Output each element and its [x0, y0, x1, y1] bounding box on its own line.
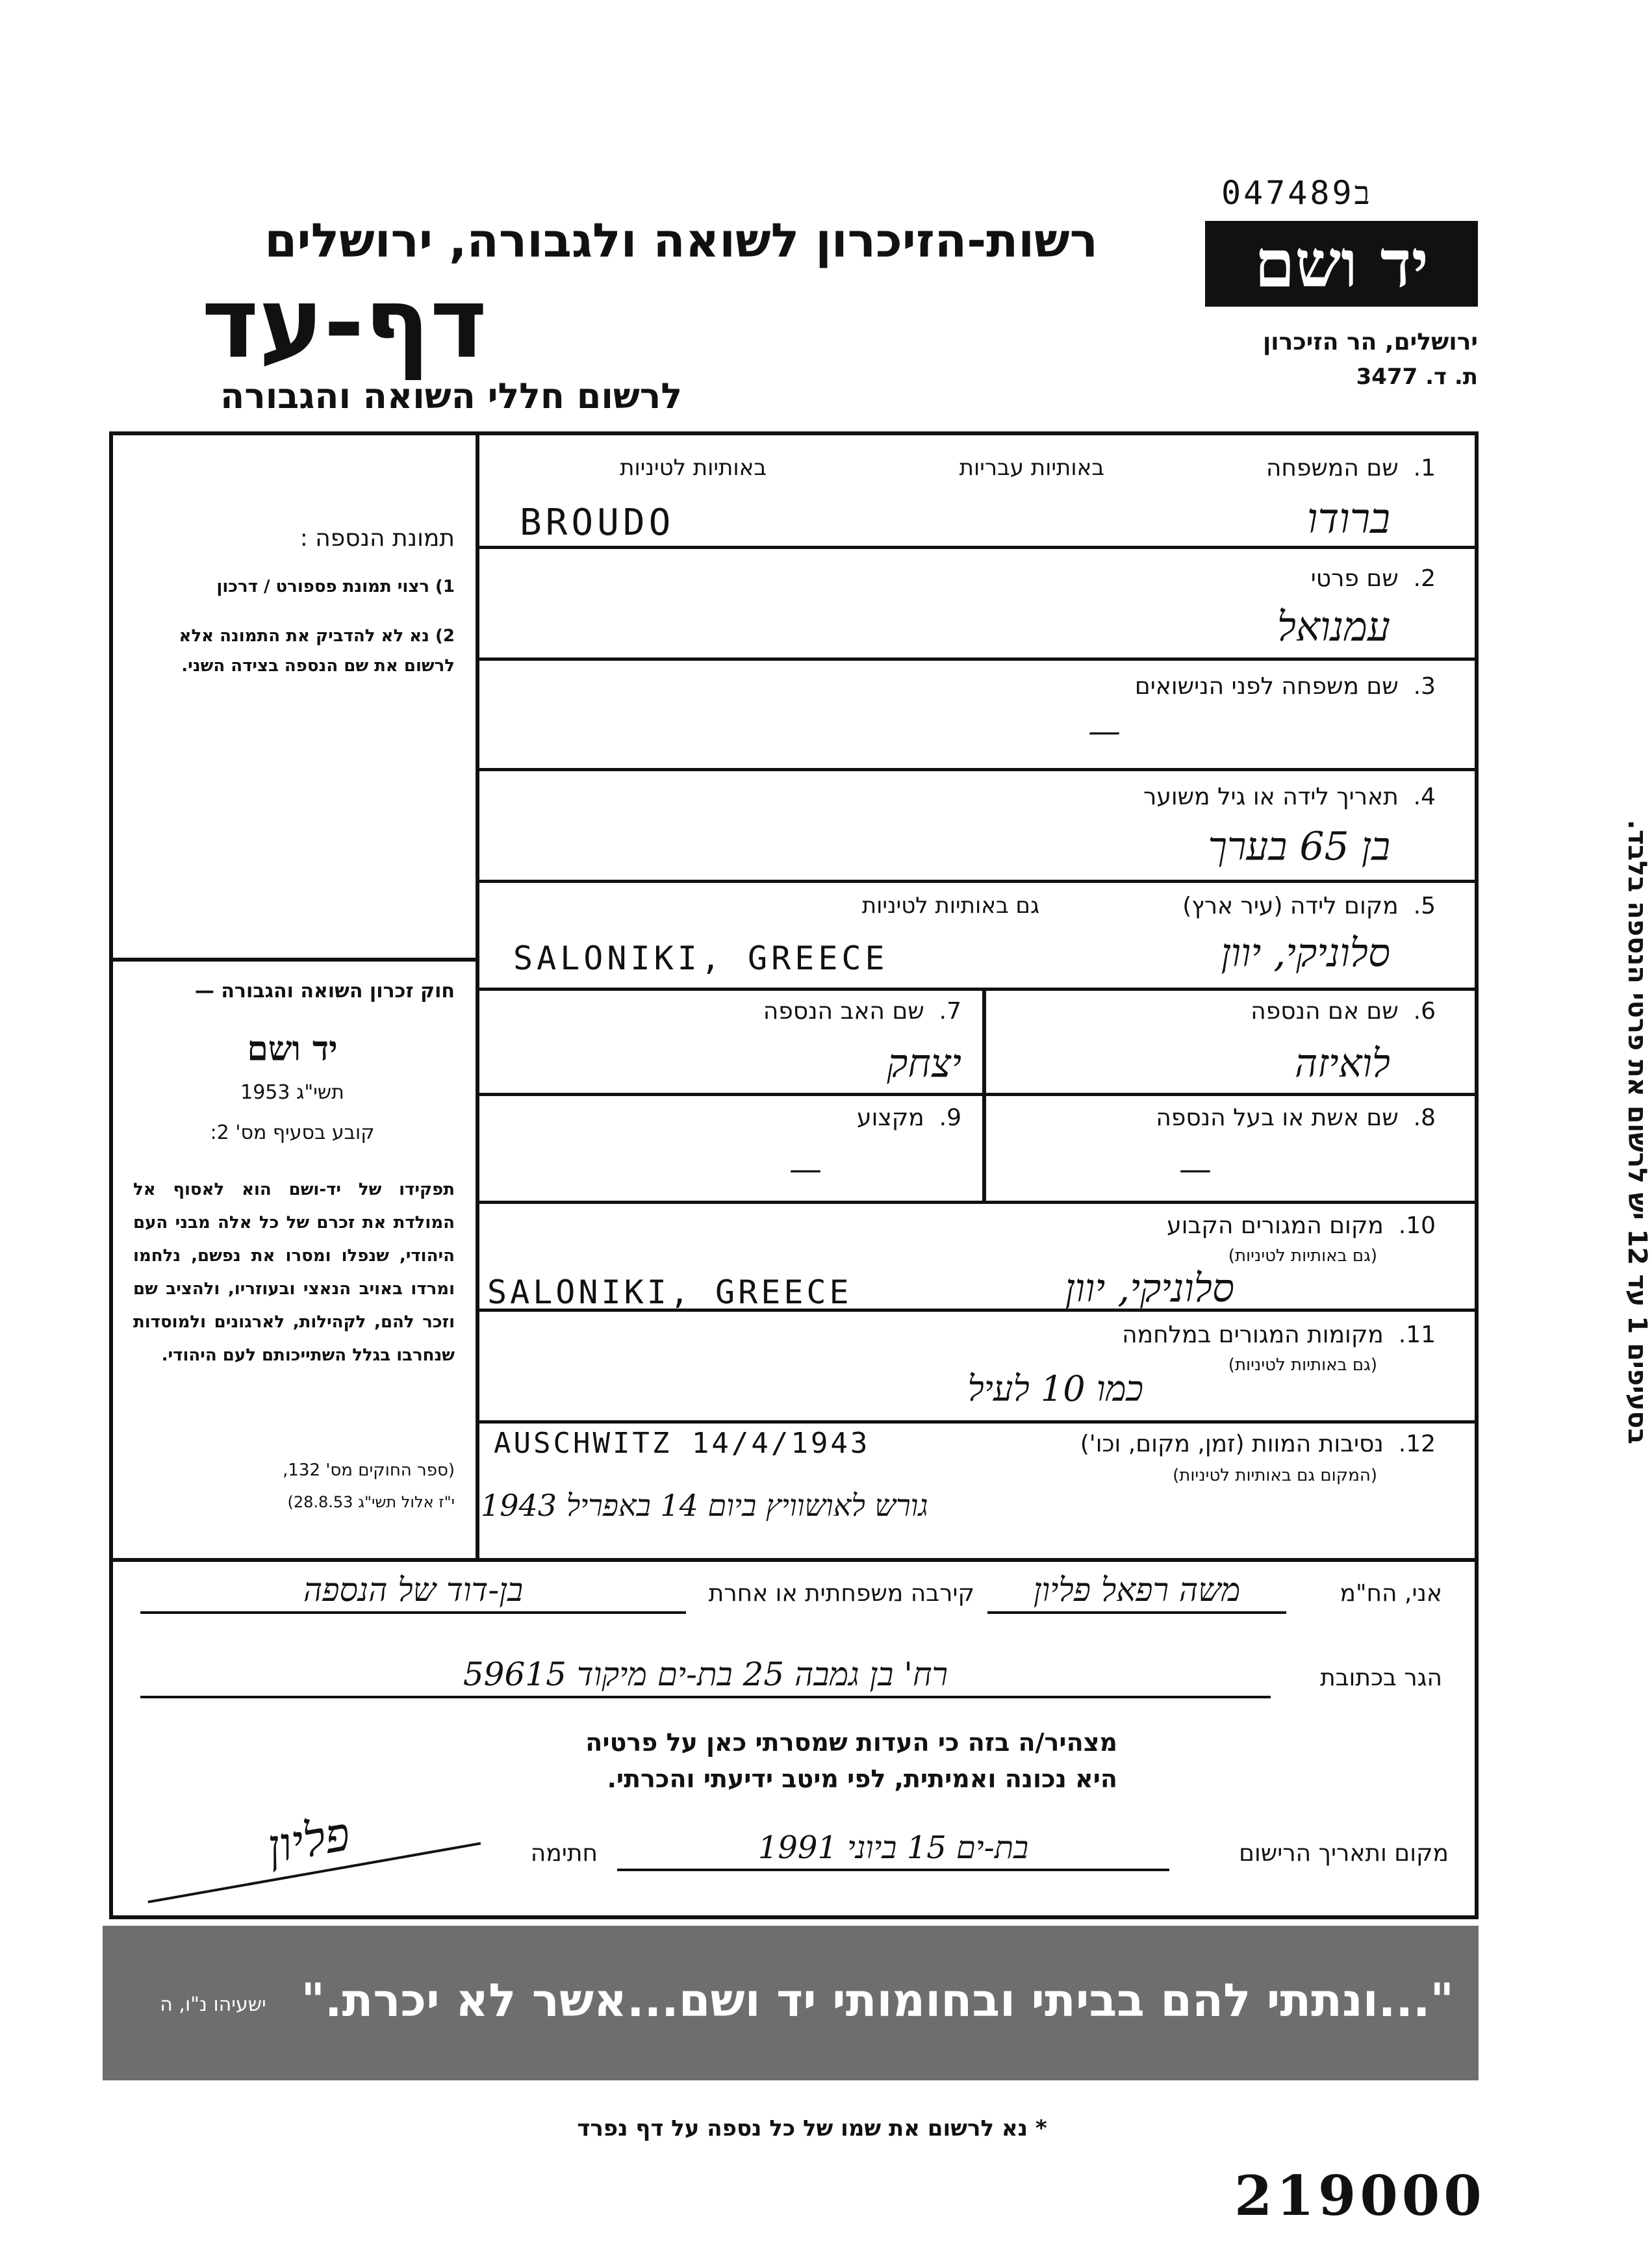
field-1-text: שם המשפחה [1265, 455, 1399, 481]
left-column-divider [476, 431, 479, 1562]
field-3-text: שם משפחה לפני הנישואים [1134, 673, 1399, 700]
field-4-label [909, 784, 1436, 810]
field-1-value-hebrew[interactable]: ברודו [1306, 495, 1390, 543]
field-11-sub: (גם באותיות לטיניות) [1228, 1355, 1377, 1375]
field-5-text: מקום לידה (עיר ארץ) [1182, 893, 1399, 919]
footer-note-text: נא לרשום את שמו של כל נספה על דף נפרד [577, 2115, 1028, 2141]
yad-vashem-logo [1205, 221, 1478, 307]
field-7-text: שם האב הנספה [763, 998, 924, 1025]
field-10-value-latin[interactable]: SALONIKI, GREECE [487, 1273, 852, 1311]
left-column-separator [109, 958, 478, 962]
field-9-num: 9. [939, 1105, 961, 1131]
field-11-num: 11. [1398, 1322, 1436, 1348]
page-title: דף-עד [201, 267, 487, 380]
photo-note-1: 1) רצוי תמונת פספורט / דרכון [216, 577, 455, 596]
relation-label: קירבה משפחתית או אחרת [708, 1580, 974, 1607]
field-6-label [1039, 998, 1436, 1025]
field-11-text: מקומות המגורים במלחמה [1122, 1322, 1384, 1348]
field-12-value-hebrew[interactable]: גורש לאושוויץ ביום 14 באפריל 1943 [481, 1488, 928, 1523]
row-line [478, 768, 1479, 771]
declarant-name-value[interactable]: משה רפאל פליון [987, 1571, 1286, 1614]
field-4-num: 4. [1413, 784, 1436, 810]
address-value[interactable]: רח' בן גמבה 25 בת-ים מיקוד 59615 [140, 1655, 1271, 1698]
field-5-value-latin[interactable]: SALONIKI, GREECE [513, 939, 889, 977]
field-1-num: 1. [1413, 455, 1436, 481]
field-12-num: 12. [1398, 1431, 1436, 1457]
place-date-value[interactable]: בת-ים 15 ביוני 1991 [617, 1830, 1169, 1871]
law-ref-1: (ספר החוקים מס' 132, [283, 1461, 455, 1480]
relation-value[interactable]: בן-דוד של הנספה [140, 1571, 686, 1614]
field-12-value-latin[interactable]: AUSCHWITZ 14/4/1943 [494, 1427, 870, 1460]
field-11-label [909, 1322, 1436, 1348]
declarant-i-label: אני, הח"מ [1340, 1580, 1442, 1607]
split-divider [982, 988, 986, 1203]
field-3-value[interactable]: — [1088, 712, 1121, 750]
row-line [478, 1201, 1479, 1204]
row-line [478, 658, 1479, 661]
field-9-value[interactable]: — [789, 1150, 822, 1188]
field-9-label [715, 1105, 961, 1131]
field-2-text: שם פרטי [1310, 565, 1399, 592]
logo-subtitle: ירושלים, הר הזיכרון [1262, 329, 1478, 355]
field-7-label [624, 998, 961, 1025]
field-12-label [909, 1431, 1436, 1457]
field-1-hebrew-header: באותיות עבריות [959, 455, 1104, 481]
row-line [478, 988, 1479, 991]
banner-quote: "...ונתתי להם בביתי ובחומותי יד ושם...אשר לא יכרת." [301, 1974, 1454, 2027]
field-12-text: נסיבות המוות (זמן, מקום, וכו') [1080, 1431, 1384, 1457]
address-label: הגר בכתובת [1320, 1665, 1442, 1691]
field-12-sub: (המקום גם באותיות לטיניות) [1173, 1466, 1377, 1485]
fields-bottom-line [109, 1558, 1479, 1562]
field-6-num: 6. [1413, 998, 1436, 1025]
photo-box-title: תמונת הנספה : [299, 525, 455, 552]
field-6-text: שם אם הנספה [1251, 998, 1399, 1025]
serial-number: ב047489 [1221, 174, 1373, 212]
authority-name: רשות-הזיכרון לשואה ולגבורה, ירושלים [264, 213, 1098, 268]
logo-text: יד ושם [1254, 225, 1429, 302]
field-10-value-hebrew[interactable]: סלוניקי, יוון [1065, 1266, 1234, 1311]
signature-value[interactable]: פליון [138, 1784, 481, 1904]
document-number: 219000 [1234, 2164, 1486, 2228]
footer-note [455, 2115, 1169, 2141]
row-line [478, 1420, 1479, 1424]
law-line-1: חוק זכרון השואה והגבורה — [194, 980, 455, 1003]
side-note: בסעיפים 1 עד 12 יש לרשום את פרטי הנספה בלבד. [1622, 819, 1652, 1444]
law-line-2: יד ושם [247, 1029, 338, 1069]
declaration-line-2: היא נכונה ואמיתית, לפי מיטב ידיעתי והכרתי. [607, 1765, 1117, 1793]
declaration-line-1: מצהיר/ה בזה כי העדות שמסרתי כאן על פרטיה [585, 1728, 1117, 1757]
field-2-num: 2. [1413, 565, 1436, 592]
field-4-value[interactable]: בן 65 בערך [1208, 824, 1390, 869]
page-subtitle: לרשום חללי השואה והגבורה [220, 376, 682, 416]
field-5-num: 5. [1413, 893, 1436, 919]
field-4-text: תאריך לידה או גיל משוער [1143, 784, 1399, 810]
field-1-latin-header: באותיות לטיניות [620, 455, 767, 481]
field-10-label [909, 1212, 1436, 1239]
field-1-label [1169, 455, 1436, 481]
asterisk-icon: * [1028, 2115, 1047, 2141]
row-line [478, 546, 1479, 549]
law-line-3: תשי"ג 1953 [240, 1081, 344, 1104]
place-date-label: מקום ותאריך הרישום [1239, 1840, 1449, 1867]
signature-label: חתימה [530, 1840, 598, 1867]
law-body: תפקידו של יד-ושם הוא לאסוף אל המולדת את זכרם של כל אלה מבני העם היהודי, שנפלו ומסרו את נפשם, נלחמו ומרדו באויב הנאצי ובעוזריו, ולהציב שם וזכר להם, לקהילות, לארגונים ולמוסדות שנחרבו בגלל השתייכותם לעם היהודי. [133, 1180, 455, 1365]
field-8-text: שם אשת או בעל הנספה [1156, 1105, 1399, 1131]
law-line-4: קובע בסעיף מס' 2: [210, 1121, 375, 1144]
field-2-label [1104, 565, 1436, 592]
field-10-text: מקום המגורים הקבוע [1167, 1212, 1384, 1239]
field-2-value[interactable]: עמנואל [1277, 603, 1390, 650]
field-1-value-latin[interactable]: BROUDO [520, 502, 675, 544]
row-line [478, 1093, 1479, 1096]
field-10-num: 10. [1398, 1212, 1436, 1239]
field-7-num: 7. [939, 998, 961, 1025]
row-line [478, 880, 1479, 883]
banner-source: ישעיהו נ"ו, ה [160, 1993, 266, 2016]
field-8-value[interactable]: — [1179, 1150, 1212, 1188]
field-11-value[interactable]: כמו 10 לעיל [967, 1368, 1143, 1409]
field-5-latin-header: גם באותיות לטיניות [861, 893, 1039, 919]
field-5-value-hebrew[interactable]: סלוניקי, יוון [1221, 930, 1390, 976]
field-3-num: 3. [1413, 673, 1436, 700]
field-3-label [909, 673, 1436, 700]
law-ref-2: י"ז אלול תשי"ג 28.8.53) [287, 1493, 455, 1511]
quote-banner [103, 1926, 1479, 2080]
photo-note-2: 2) נא לא להדביק את התמונה אלא לרשום את שם הנספה בצידה השני. [179, 626, 455, 676]
field-6-value[interactable]: לואיזה [1294, 1041, 1390, 1086]
field-5-label [1072, 893, 1436, 919]
field-9-text: מקצוע [857, 1105, 924, 1131]
field-10-sub: (גם באותיות לטיניות) [1228, 1246, 1377, 1266]
field-8-num: 8. [1413, 1105, 1436, 1131]
field-8-label [1013, 1105, 1436, 1131]
field-7-value[interactable]: יצחק [887, 1041, 961, 1086]
logo-code: ת. ד. 3477 [1356, 364, 1478, 390]
